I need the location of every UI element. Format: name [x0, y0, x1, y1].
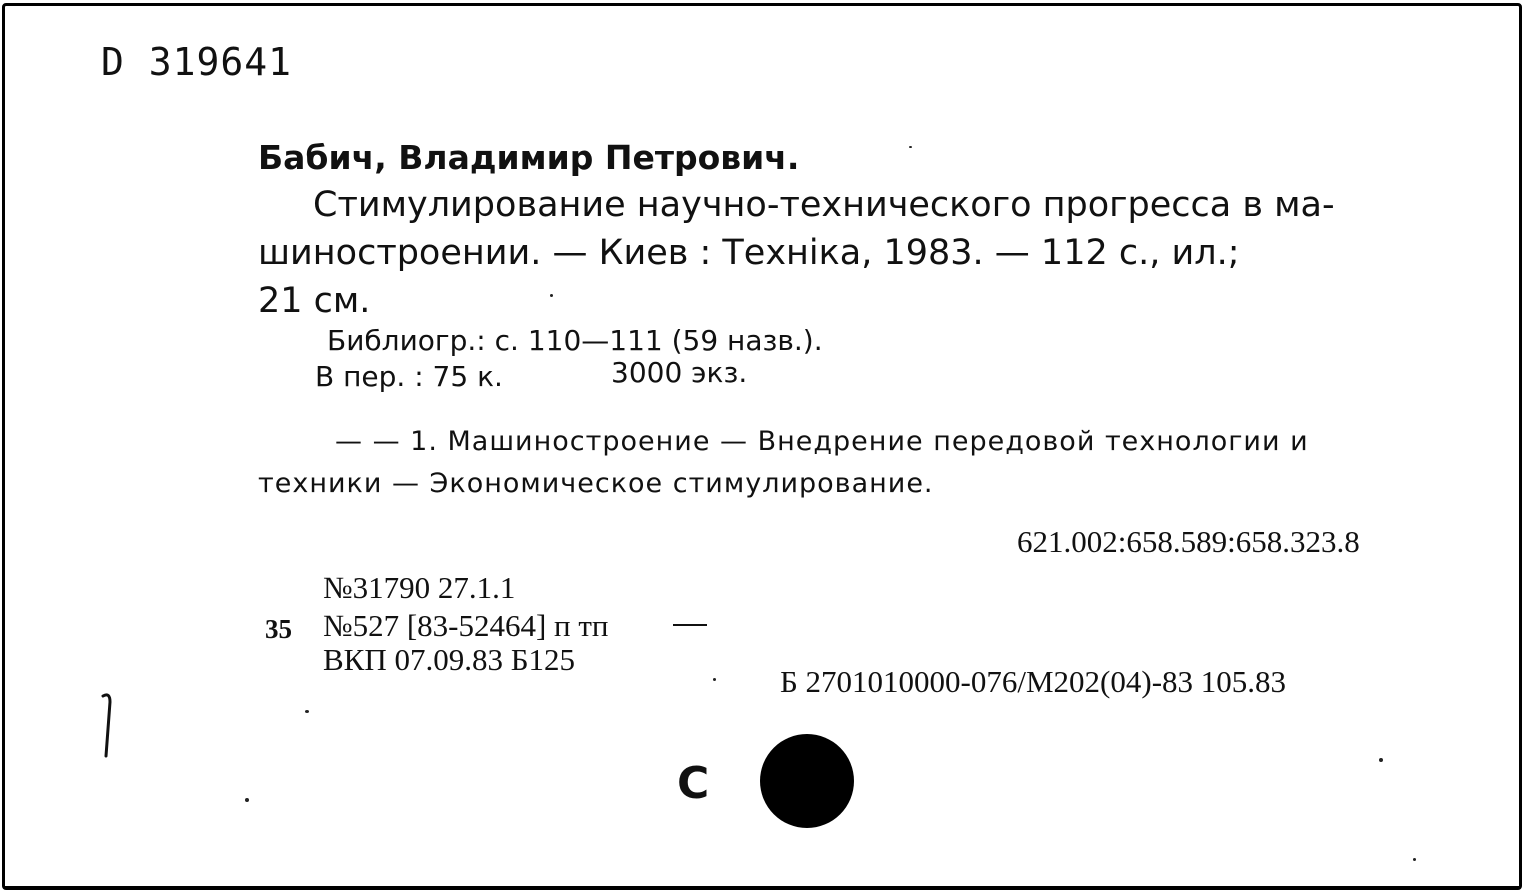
registry-line-2: №527 [83-52464] п тп [323, 608, 609, 643]
title-line-2: шиностроении. — Киев : Техніка, 1983. — 112 с., ил.; [258, 233, 1240, 273]
shelfmark: D 319641 [101, 40, 293, 84]
copies-note: 3000 экз. [611, 356, 748, 389]
price-note: В пер. : 75 к. [315, 360, 503, 393]
speck [550, 294, 553, 297]
registry-prefix: 35 [265, 614, 292, 644]
isbn-code: Б 2701010000-076/М202(04)-83 105.83 [780, 664, 1287, 699]
bibliography-note: Библиогр.: с. 110—111 (59 назв.). [327, 324, 823, 357]
speck [305, 710, 309, 713]
udc-code: 621.002:658.589:658.323.8 [1017, 524, 1360, 559]
title-line-1: Стимулирование научно-технического прогресса в ма- [313, 185, 1335, 225]
subject-heading-line-1: — — 1. Машиностроение — Внедрение передовой технологии и [335, 426, 1309, 457]
title-line-3: 21 см. [258, 281, 371, 321]
speck [245, 798, 249, 802]
pen-stroke-mark [100, 690, 120, 770]
punch-hole-dot [760, 734, 854, 828]
card-letter: С [677, 758, 710, 809]
speck [909, 146, 912, 148]
subject-heading-line-2: техники — Экономическое стимулирование. [258, 468, 934, 499]
registry-line-3: ВКП 07.09.83 Б125 [323, 642, 576, 677]
speck [1413, 858, 1416, 861]
registry-line-1: №31790 27.1.1 [323, 570, 516, 605]
speck [1379, 758, 1383, 762]
strikethrough-mark [673, 624, 707, 626]
speck [713, 678, 716, 681]
catalog-card [2, 3, 1522, 890]
author-name: Бабич, Владимир Петрович. [258, 138, 800, 177]
